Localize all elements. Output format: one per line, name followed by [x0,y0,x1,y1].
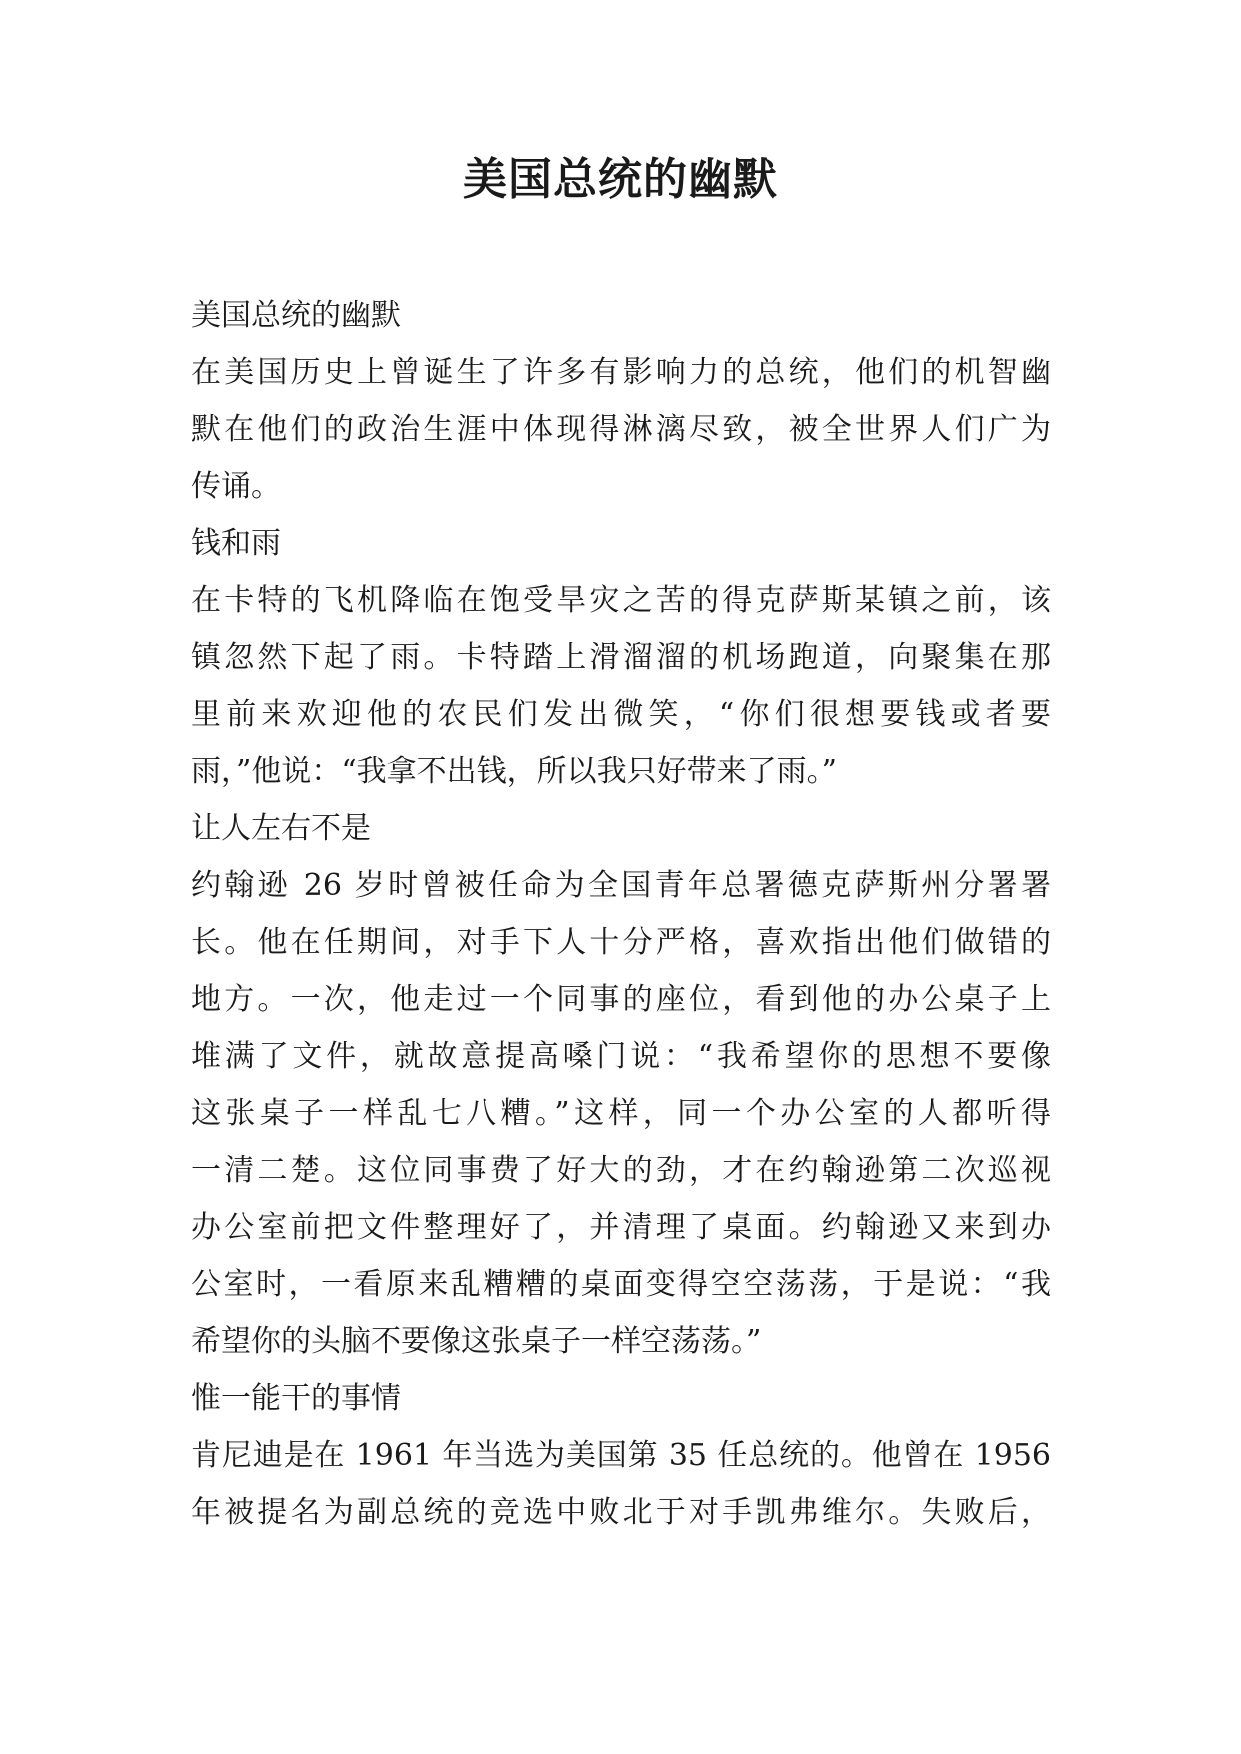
text-line: 长。他在任期间，对手下人十分严格，喜欢指出他们做错的 [191,925,1051,960]
text-line: 美国总统的幽默 [191,298,401,333]
document-title: 美国总统的幽默 [463,154,778,205]
text-line: 堆满了文件，就故意提高嗓门说：“我希望你的思想不要像 [191,1039,1051,1074]
document-body [191,287,1051,1541]
text-line: 在美国历史上曾诞生了许多有影响力的总统，他们的机智幽 [191,355,1051,390]
text-line: 里前来欢迎他的农民们发出微笑，“你们很想要钱或者要 [191,697,1051,732]
text-line: 地方。一次，他走过一个同事的座位，看到他的办公桌子上 [191,982,1051,1017]
text-line: 传诵。 [191,469,281,504]
text-line: 雨，”他说：“我拿不出钱，所以我只好带来了雨。” [191,754,838,789]
text-line: 肯尼迪是在 1961 年当选为美国第 35 任总统的。他曾在 1956 [191,1438,1051,1473]
text-line: 惟一能干的事情 [191,1381,401,1416]
text-line: 这张桌子一样乱七八糟。”这样，同一个办公室的人都听得 [191,1096,1051,1131]
text-line: 办公室前把文件整理好了，并清理了桌面。约翰逊又来到办 [191,1210,1051,1245]
text-line: 约翰逊 26 岁时曾被任命为全国青年总署德克萨斯州分署署 [191,868,1051,903]
text-line: 希望你的头脑不要像这张桌子一样空荡荡。” [191,1324,762,1359]
text-line: 年被提名为副总统的竞选中败北于对手凯弗维尔。失败后， [191,1495,1051,1530]
text-line: 让人左右不是 [191,811,371,846]
text-line: 一清二楚。这位同事费了好大的劲，才在约翰逊第二次巡视 [191,1153,1051,1188]
text-line: 镇忽然下起了雨。卡特踏上滑溜溜的机场跑道，向聚集在那 [191,640,1051,675]
text-line: 默在他们的政治生涯中体现得淋漓尽致，被全世界人们广为 [191,412,1051,447]
text-line: 在卡特的飞机降临在饱受旱灾之苦的得克萨斯某镇之前，该 [191,583,1051,618]
text-line: 公室时，一看原来乱糟糟的桌面变得空空荡荡，于是说：“我 [191,1267,1051,1302]
text-line: 钱和雨 [191,526,281,561]
